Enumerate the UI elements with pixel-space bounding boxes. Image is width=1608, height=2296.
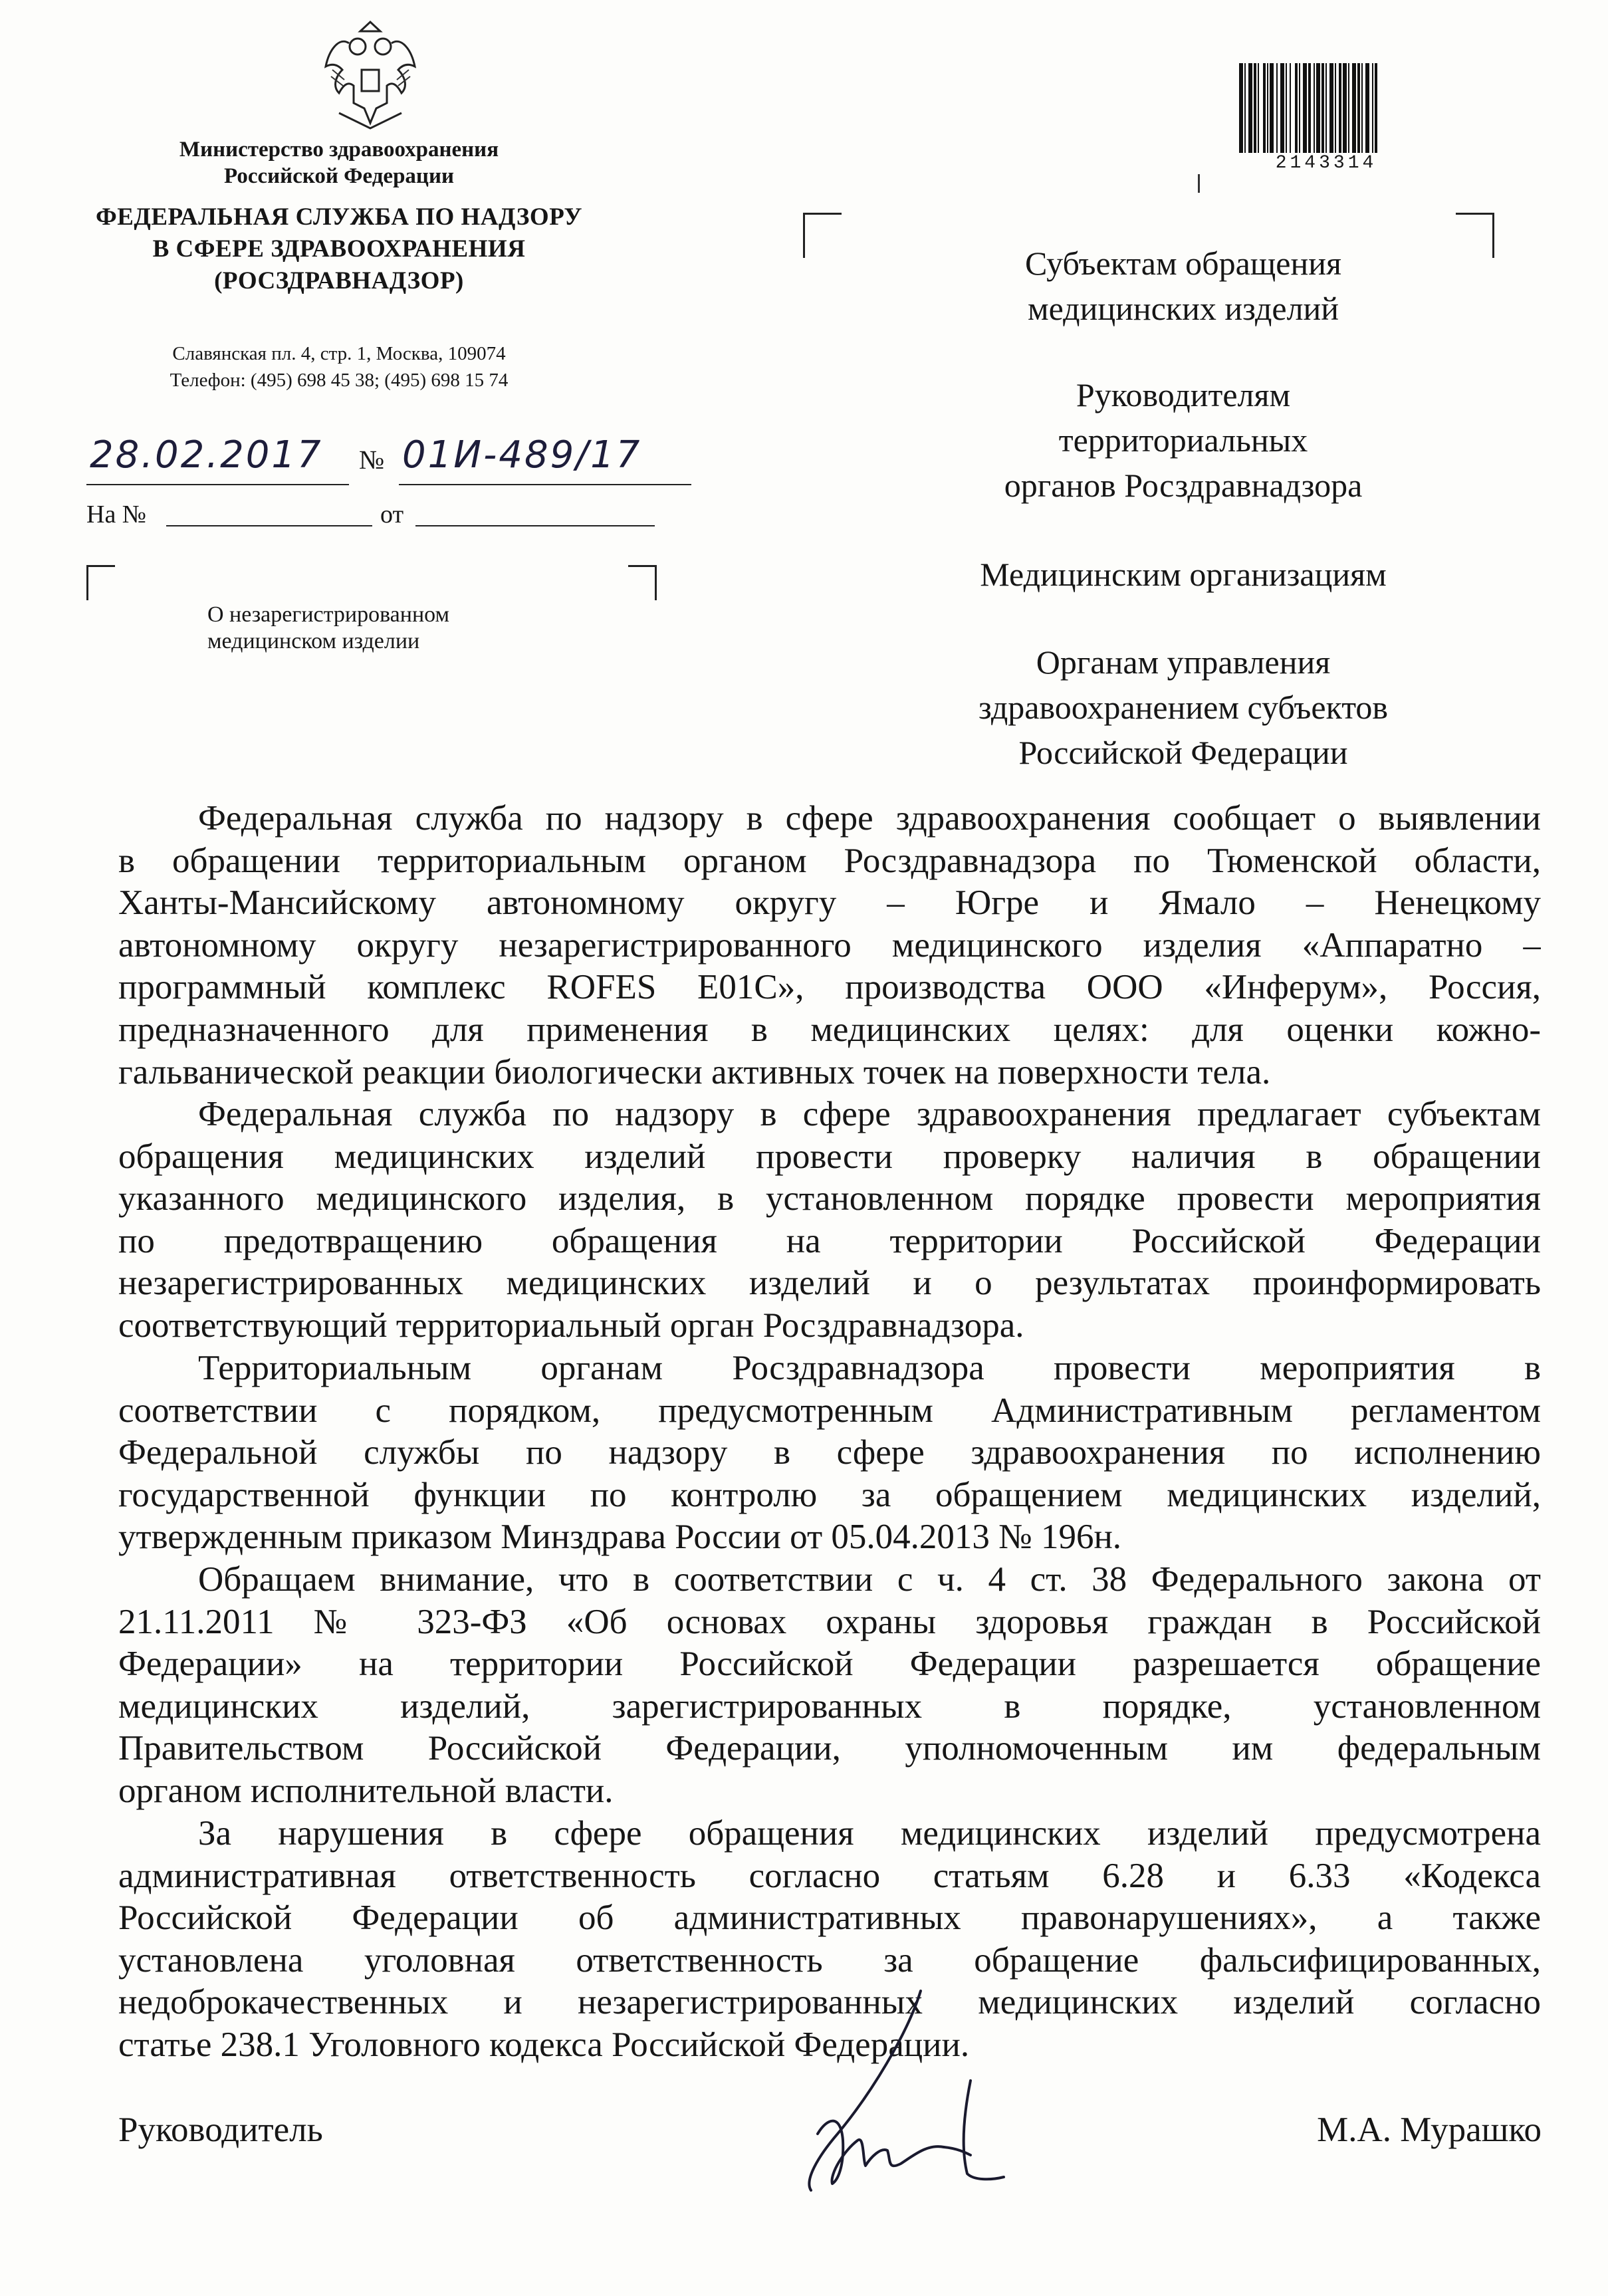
barcode-bar: [1299, 63, 1300, 153]
body-line: Российской Федерации об административных правонарушениях», а также: [118, 1898, 1541, 1938]
barcode-bar: [1258, 63, 1259, 153]
body-line: предназначенного для применения в медицинских целях: для оценки кожно-: [118, 1010, 1541, 1049]
agency-line: (РОСЗДРАВНАДЗОР): [214, 267, 464, 294]
phone-line: Телефон: (495) 698 45 38; (495) 698 15 74: [170, 370, 509, 391]
body-line: указанного медицинского изделия, в установленном порядке провести мероприятия: [118, 1179, 1541, 1218]
body-paragraph: [118, 1347, 1541, 1559]
barcode-bar: [1263, 63, 1266, 153]
addressee-line: территориальных: [1058, 421, 1308, 459]
barcode-bar: [1286, 63, 1287, 153]
body-paragraph: [118, 1093, 1541, 1347]
addressee-line: органов Росздравнадзора: [1004, 467, 1363, 504]
body-line: медицинских изделий, зарегистрированных в порядке, установленном: [118, 1686, 1541, 1726]
body-line: установлена уголовная ответственность за обращение фальсифицированных,: [118, 1940, 1541, 1980]
barcode-bar: [1267, 63, 1268, 153]
body-line: гальванической реакции биологически активных точек на поверхности тела.: [118, 1052, 1271, 1091]
barcode-bar: [1248, 63, 1252, 153]
addressee-line: медицинских изделий: [1027, 290, 1339, 327]
body-line: по предотвращению обращения на территории Российской Федерации: [118, 1221, 1541, 1260]
addressee-line: Руководителям: [1076, 376, 1291, 413]
signer-name: М.А. Мурашко: [1317, 2111, 1542, 2149]
ministry-line: Министерство здравоохранения: [179, 138, 499, 162]
body-line: незарегистрированных медицинских изделий и о результатах проинформировать: [118, 1264, 1541, 1303]
barcode-bar: [1335, 63, 1336, 153]
addressee-line: Органам управления: [1036, 643, 1331, 681]
body-line: обращения медицинских изделий провести проверку наличия в обращении: [118, 1137, 1541, 1176]
barcode-bar: [1239, 63, 1243, 153]
body-line: автономному округу незарегистрированного медицинского изделия «Аппаратно –: [118, 925, 1541, 965]
barcode-bar: [1352, 63, 1356, 153]
barcode-bar: [1361, 63, 1363, 153]
barcode-bar: [1254, 63, 1256, 153]
body-line: соответствующий территориальный орган Росздравнадзора.: [118, 1306, 1024, 1345]
body-paragraph: [118, 1559, 1541, 1813]
body-line: Федеральной службы по надзору в сфере здравоохранения по исполнению: [118, 1433, 1541, 1472]
barcode-number: 2143314: [1275, 153, 1377, 173]
subject-line: О незарегистрированном: [207, 602, 450, 627]
body-line: Федерации» на территории Российской Федерации разрешается обращение: [118, 1645, 1541, 1684]
addressee-group: [884, 639, 1482, 775]
addressee-line: Российской Федерации: [1018, 734, 1348, 771]
barcode: [1238, 63, 1404, 153]
body-line: Федеральная служба по надзору в сфере здравоохранения предлагает субъектам: [198, 1095, 1541, 1133]
barcode-bar: [1325, 63, 1327, 153]
body-line: органом исполнительной власти.: [118, 1771, 614, 1810]
barcode-bar: [1316, 63, 1320, 153]
barcode-bar: [1348, 63, 1349, 153]
handwritten-signature: [791, 1981, 1030, 2200]
ministry-name: [106, 136, 572, 189]
barcode-bar: [1321, 63, 1324, 153]
body-line: в обращении территориальным органом Росздравнадзора по Тюменской области,: [118, 841, 1541, 880]
addressee-group: [884, 372, 1482, 508]
ref-number-label: На №: [86, 501, 147, 528]
body-line: Территориальным органам Росздравнадзора провести мероприятия в: [198, 1349, 1541, 1387]
body-line: недоброкачественных и незарегистрированных медицинских изделий согласно: [118, 1983, 1541, 2022]
coat-of-arms-icon: [312, 17, 429, 130]
barcode-bar: [1372, 63, 1373, 153]
signer-position: Руководитель: [118, 2111, 323, 2149]
number-label: №: [359, 445, 385, 475]
barcode-bar: [1270, 63, 1274, 153]
body-line: 21.11.2011 № 323-ФЗ «Об основах охраны здоровья граждан в Российской: [118, 1602, 1541, 1641]
addressee-line: Субъектам обращения: [1025, 245, 1341, 282]
body-line: соответствии с порядком, предусмотренным Административным регламентом: [118, 1391, 1541, 1430]
address-line: Славянская пл. 4, стр. 1, Москва, 109074: [172, 343, 506, 364]
barcode-bar: [1244, 63, 1246, 153]
agency-name: [40, 201, 638, 297]
barcode-bar: [1329, 63, 1333, 153]
barcode-bar: [1290, 63, 1291, 153]
barcode-bar: [1375, 63, 1377, 153]
addressee-line: Медицинским организациям: [980, 556, 1387, 593]
document-number: 01И-489/17: [402, 433, 642, 477]
body-line: Ханты-Мансийскому автономному округу – Югре и Ямало – Ненецкому: [118, 883, 1541, 923]
addressee-group: [884, 241, 1482, 331]
barcode-bar: [1303, 63, 1307, 153]
body-line: Правительством Российской Федерации, уполномоченным им федеральным: [118, 1729, 1541, 1768]
barcode-bar: [1357, 63, 1360, 153]
body-line: административная ответственность согласно статьям 6.28 и 6.33 «Кодекса: [118, 1856, 1541, 1895]
body-paragraph: [118, 798, 1541, 1093]
body-line: утвержденным приказом Минздрава России от 05.04.2013 № 196н.: [118, 1518, 1122, 1557]
addressee-group: [884, 552, 1482, 597]
agency-address: [80, 340, 598, 394]
barcode-bar: [1343, 63, 1347, 153]
agency-line: ФЕДЕРАЛЬНАЯ СЛУЖБА ПО НАДЗОРУ: [95, 203, 583, 231]
body-line: Федеральная служба по надзору в сфере здравоохранения сообщает о выявлении: [198, 799, 1541, 838]
letter-subject: [207, 602, 580, 655]
body-line: Обращаем внимание, что в соответствии с ч. 4 ст. 38 Федерального закона от: [198, 1560, 1541, 1599]
barcode-bar: [1295, 63, 1298, 153]
barcode-bar: [1308, 63, 1311, 153]
document-date: 28.02.2017: [90, 433, 323, 477]
barcode-bar: [1314, 63, 1315, 153]
barcode-bar: [1365, 63, 1369, 153]
ministry-line: Российской Федерации: [224, 164, 454, 188]
body-line: статье 238.1 Уголовного кодекса Российской Федерации.: [118, 2025, 970, 2064]
addressee-line: здравоохранением субъектов: [978, 689, 1389, 726]
agency-line: В СФЕРЕ ЗДРАВООХРАНЕНИЯ: [152, 235, 526, 263]
subject-line: медицинском изделии: [207, 629, 420, 653]
body-line: программный комплекс ROFES E01C», производства ООО «Инферум», Россия,: [118, 968, 1541, 1007]
barcode-bar: [1339, 63, 1341, 153]
ref-from-label: от: [380, 501, 404, 528]
barcode-bar: [1280, 63, 1284, 153]
body-line: За нарушения в сфере обращения медицинских изделий предусмотрена: [198, 1814, 1541, 1853]
body-line: государственной функции по контролю за обращением медицинских изделий,: [118, 1475, 1541, 1514]
barcode-bar: [1276, 63, 1278, 153]
